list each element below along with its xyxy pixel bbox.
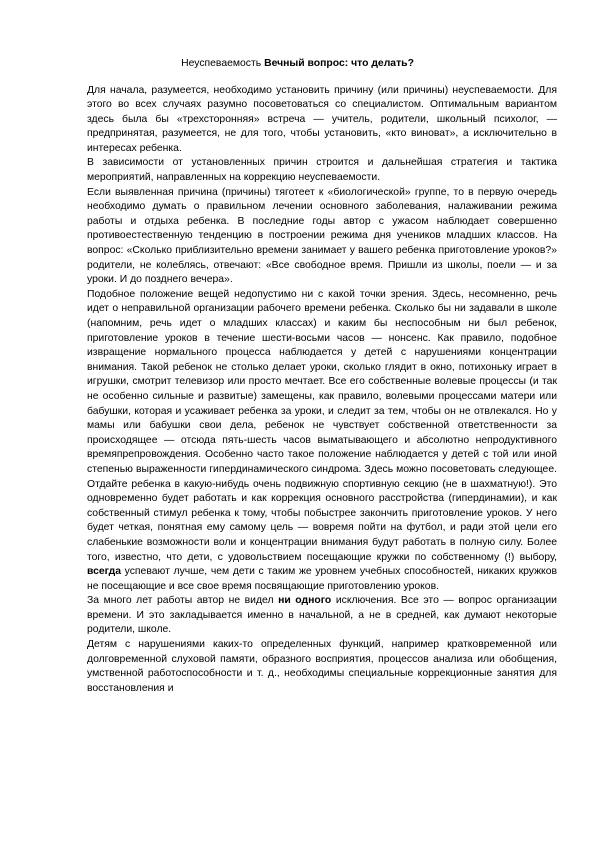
paragraph-4-tail: успевают лучше, чем дети с таким же уровнем учебных способностей, никаких кружков не посещающие и все свое время посвящающие приготовлению уроков. xyxy=(87,566,557,592)
paragraph-6: Детям с нарушениями каких-то определенных функций, например кратковременной или долговременной слуховой памяти, образного восприятия, процессов анализа или обобщения, умственной работоспособности и т. д., необходимы специальные коррекционные занятия для восстановления и xyxy=(87,639,557,694)
paragraph-1: Для начала, разумеется, необходимо установить причину (или причины) неуспеваемости. Для этого во всех случаях разумно посоветоваться со специалистом. Оптимальным вариантом здесь была бы «трехсторонняя» встреча — учитель, родители, школьный психолог, — предпринятая, разумеется, не для того, чтобы установить, «кто виноват», а исключительно в интересах ребенка. xyxy=(87,84,557,154)
emphasis-ni-odnogo: ни одного xyxy=(278,595,332,607)
paragraph-2: В зависимости от установленных причин строится и дальнейшая стратегия и тактика мероприятий, направленных на коррекцию неуспеваемости. xyxy=(87,157,557,184)
paragraph-4 xyxy=(87,288,557,594)
title-prefix: Неуспеваемость xyxy=(181,58,262,69)
document-body xyxy=(87,84,557,697)
title-bold: Вечный вопрос: что делать? xyxy=(264,58,414,69)
paragraph-5-tail: исключения. Все это — вопрос организации времени. И это закладывается именно в начальной, а не в средней, как думают некоторые родители, школе. xyxy=(87,595,557,636)
document-title xyxy=(0,57,595,71)
paragraph-3: Если выявленная причина (причины) тяготеет к «биологической» группе, то в первую очередь необходимо думать о правильном лечении основного заболевания, налаживании режима работы и отдыха ребенка. В последние годы автор с ужасом наблюдает совершенно противоестественную тенденцию в построении режима дня учеников младших классов. На вопрос: «Сколько приблизительно времени занимает у вашего ребенка приготовление уроков?» родители, не колеблясь, отвечают: «Все свободное время. Пришли из школы, поели — и за уроки. И до позднего вечера». xyxy=(87,186,557,286)
paragraph-4-text: Подобное положение вещей недопустимо ни с какой точки зрения. Здесь, несомненно, речь идет о неправильной организации рабочего времени ребенка. Сколько бы ни задавали в школе (напомним, речь идет о младших классах) и каким бы неспособным ни был ребенок, приготовление уроков в течение шести-восьми часов — нонсенс. Как правило, подобное извращение нормального процесса наблюдается у детей с нарушениями концентрации внимания. Такой ребенок не столько делает уроки, сколько глядит в окно, потихоньку играет в игрушки, смотрит телевизор или просто мечтает. Все его собственные волевые процессы (и так не особенно сильные и развитые) замещены, как правило, волевыми процессами матери или бабушки, которая и усаживает ребенка за уроки, и следит за тем, чтобы он не отвлекался. Но у мамы или бабушки свои дела, ребенок не чувствует собственной ответственности за происходящее — отсюда пять-шесть часов выматывающего и абсолютно непродуктивного времяпрепровождения. Особенно часто такое положение наблюдается у детей с той или иной степенью выраженности гипердинамического синдрома. Здесь можно посоветовать следующее. Отдайте ребенка в какую-нибудь очень подвижную спортивную секцию (не в шахматную!). Это одновременно будет работать и как коррекция основного расстройства (гипердинамии), и как собственный стимул ребенка к тому, чтобы побыстрее закончить приготовление уроков. У него будет четкая, понятная ему самому цель — вовремя пойти на футбол, и ради этой цели его слабенькие возможности воли и концентрации внимания будут работать в полную силу. Более того, известно, что дети, с удовольствием посещающие кружки по собственному (!) выбору, xyxy=(87,288,557,563)
paragraph-5 xyxy=(87,594,557,638)
emphasis-vsegda: всегда xyxy=(87,566,121,578)
paragraph-5-text: За много лет работы автор не видел xyxy=(87,595,274,607)
